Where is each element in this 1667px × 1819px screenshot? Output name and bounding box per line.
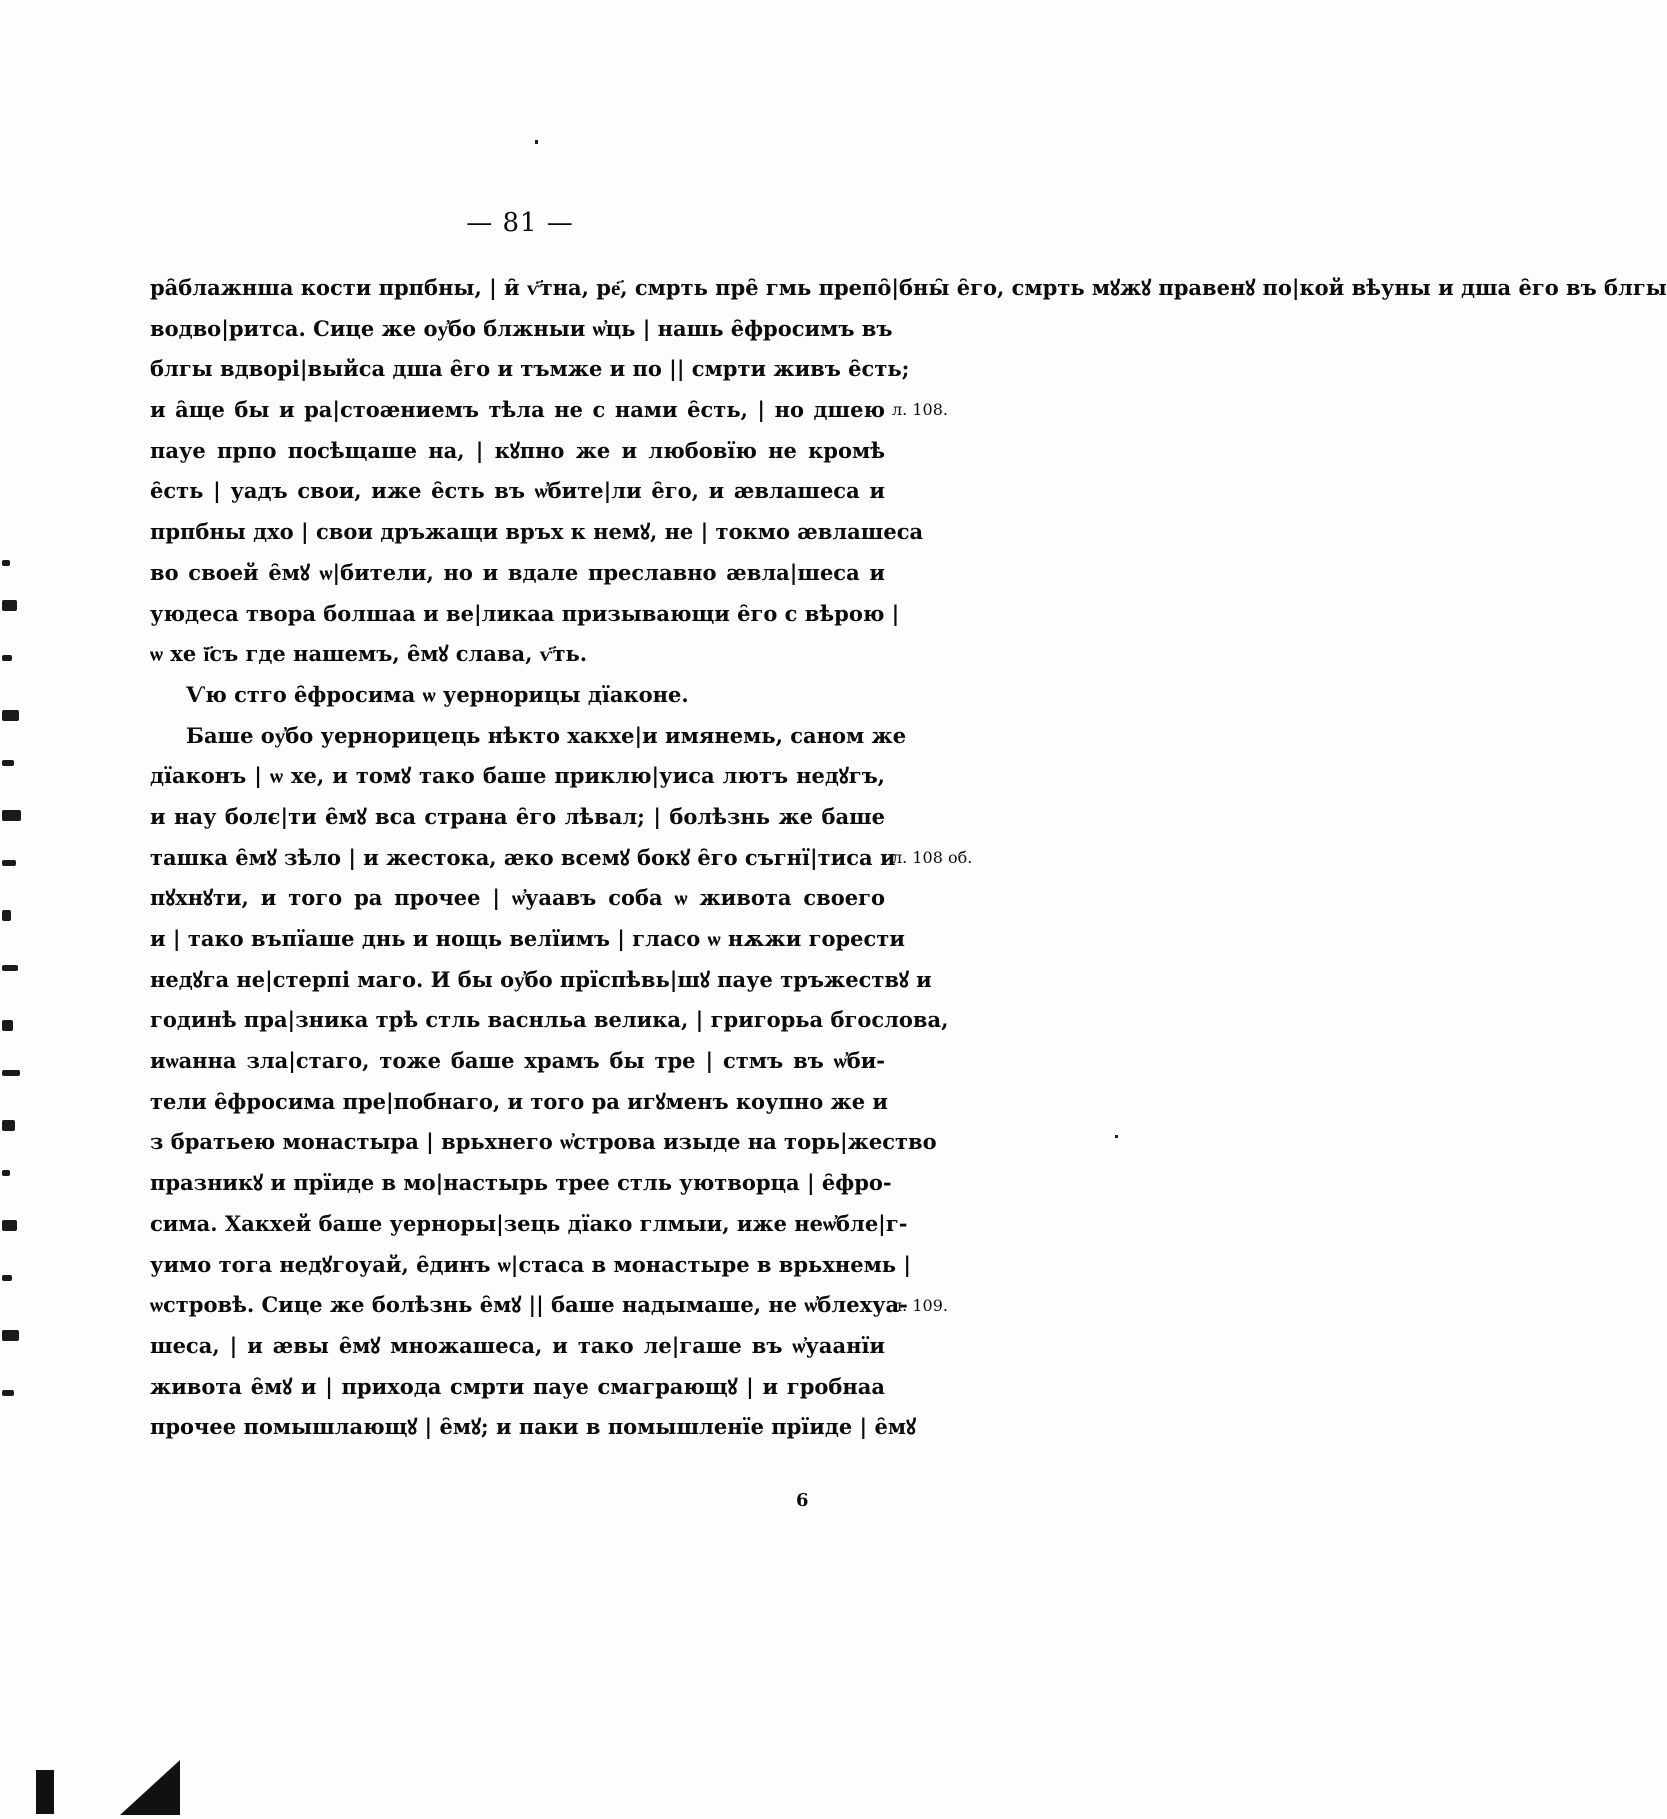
edge-mark [2, 710, 19, 721]
text-line: недꙋга не|стерпі маго. И бы оу҆бо прїспѣвь|шꙋ пауе тръжествꙋ и [150, 966, 932, 992]
folio-margin-note: л. 109. [892, 1295, 948, 1315]
text-line: ра̑блажнша кости прпбны, | и̑ ѵ҃тна, ре҃, смрть пре̑ гмь препо̑|бны̑ е̑го, смрть мꙋжꙋ правенꙋ по|кой вѣуны и дша е̑го въ блгы [150, 275, 1667, 300]
text-line: пꙋхнꙋти, и того ра прочее | ѡ҆уаавъ соба ѡ живота своего [150, 885, 885, 911]
edge-mark [2, 860, 16, 866]
text-line: пауе прпо посѣщаше на, | кꙋпно же и любовїю не кромѣ [150, 437, 885, 463]
edge-mark [2, 1070, 20, 1076]
text-line: блгы вдворі|выйса дша е̑го и тъмже и по || смрти живъ е̑сть; [150, 356, 910, 382]
text-line: ѡстровѣ. Сице же болѣзнь е̑мꙋ || баше надымаше, не ѡ҆блехуа- [150, 1292, 908, 1318]
text-line: и нау болє|ти е̑мꙋ вса страна е̑го лѣвал; | болѣзнь же баше [150, 803, 885, 829]
text-line: прочее помышлающꙋ | е̑мꙋ; и паки в помышленїе прїиде | е̑мꙋ [150, 1414, 916, 1440]
text-line: е̑сть | уадъ свои, иже е̑сть въ ѡ҆бите|ли е̑го, и ӕвлашеса и [150, 478, 885, 504]
page-signature: 6 [796, 1490, 809, 1511]
text-line: празникꙋ и прїиде в мо|настырь трее стль уютворца | е̑фро- [150, 1170, 892, 1196]
scan-corner-wedge [120, 1760, 180, 1815]
edge-mark [2, 965, 18, 971]
edge-mark [2, 1170, 10, 1176]
text-line: з братьею монастыра | врьхнего ѡ҆строва изыде на торь|жество [150, 1129, 937, 1155]
text-line: годинѣ пра|зника трѣ стль васнльа велика, | григорьа бгослова, [150, 1007, 949, 1033]
text-line: уюдеса твора болшаа и ве|ликаа призывающи е̑го с вѣрою | [150, 600, 900, 626]
edge-mark [2, 655, 12, 661]
facing-page-edge [0, 560, 34, 1540]
folio-margin-note: л. 108 об. [892, 847, 973, 867]
text-line: сима. Хакхей баше уерноры|зець дїако глмыи, иже неѡ҆бле|г- [150, 1210, 908, 1236]
text-line: и | тако въпїаше днь и нощь велїимъ | гласо ѡ нѫжи горести [150, 926, 905, 951]
text-line: иѡанна зла|стаго, тоже баше храмъ бы тре | стмъ въ ѡ҆би- [150, 1048, 885, 1074]
edge-mark [2, 810, 21, 821]
text-line: тели е̑фросима пре|побнаго, и того ра игꙋменъ коупно же и [150, 1088, 888, 1114]
edge-mark [2, 1220, 17, 1231]
edge-mark [2, 1275, 12, 1281]
text-line: водво|ритса. Сице же оу҆бо блжныи ѡ҆ць | нашь е̑фросимъ въ [150, 315, 893, 341]
text-line: прпбны дхо | свои дръжащи връх к немꙋ, не | токмо ӕвлашеса [150, 519, 924, 545]
edge-mark [2, 1330, 19, 1341]
text-line: шеса, | и ӕвы е̑мꙋ множашеса, и тако ле|гаше въ ѡ҆уаанїи [150, 1332, 885, 1358]
edge-mark [2, 910, 11, 921]
text-line: Баше оу҆бо уернорицець нѣкто хакхе|и имянемь, саном же [186, 722, 907, 748]
edge-mark [2, 560, 10, 566]
edge-mark [2, 1020, 13, 1031]
section-heading: Ѵю стго е̑фросима ѡ уернорицы дїаконе. [186, 681, 689, 707]
text-line: и а̑ще бы и ра|стоӕниемъ тѣла не с нами е̑сть, | но дшею [150, 397, 885, 423]
scan-corner-left [36, 1770, 54, 1814]
text-line: дїаконъ | ѡ хе, и томꙋ тако баше приклю|уиса лютъ недꙋгъ, [150, 763, 885, 789]
text-line: ѡ хе ї҃съ где нашемъ, е̑мꙋ слава, ѵ҃ть. [150, 641, 588, 667]
edge-mark [2, 1120, 15, 1131]
page-number: — 81 — [466, 208, 574, 238]
edge-mark [2, 760, 14, 766]
scan-speck [535, 140, 538, 144]
edge-mark [2, 1390, 14, 1396]
scan-speck [1115, 1135, 1118, 1138]
text-line: во своей е̑мꙋ ѡ|бители, но и вдале преславно ӕвла|шеса и [150, 559, 885, 585]
text-line: живота е̑мꙋ и | прихода смрти пауе смаграющꙋ | и гробнаа [150, 1373, 885, 1399]
text-line: уимо тога недꙋгоуай, е̑динъ ѡ|стаса в монастыре в врьхнемь | [150, 1251, 912, 1277]
edge-mark [2, 600, 17, 611]
folio-margin-note: л. 108. [892, 400, 948, 420]
text-line: ташка е̑мꙋ зѣло | и жестока, ӕко всемꙋ бокꙋ е̑го съгнї|тиса и [150, 844, 896, 870]
